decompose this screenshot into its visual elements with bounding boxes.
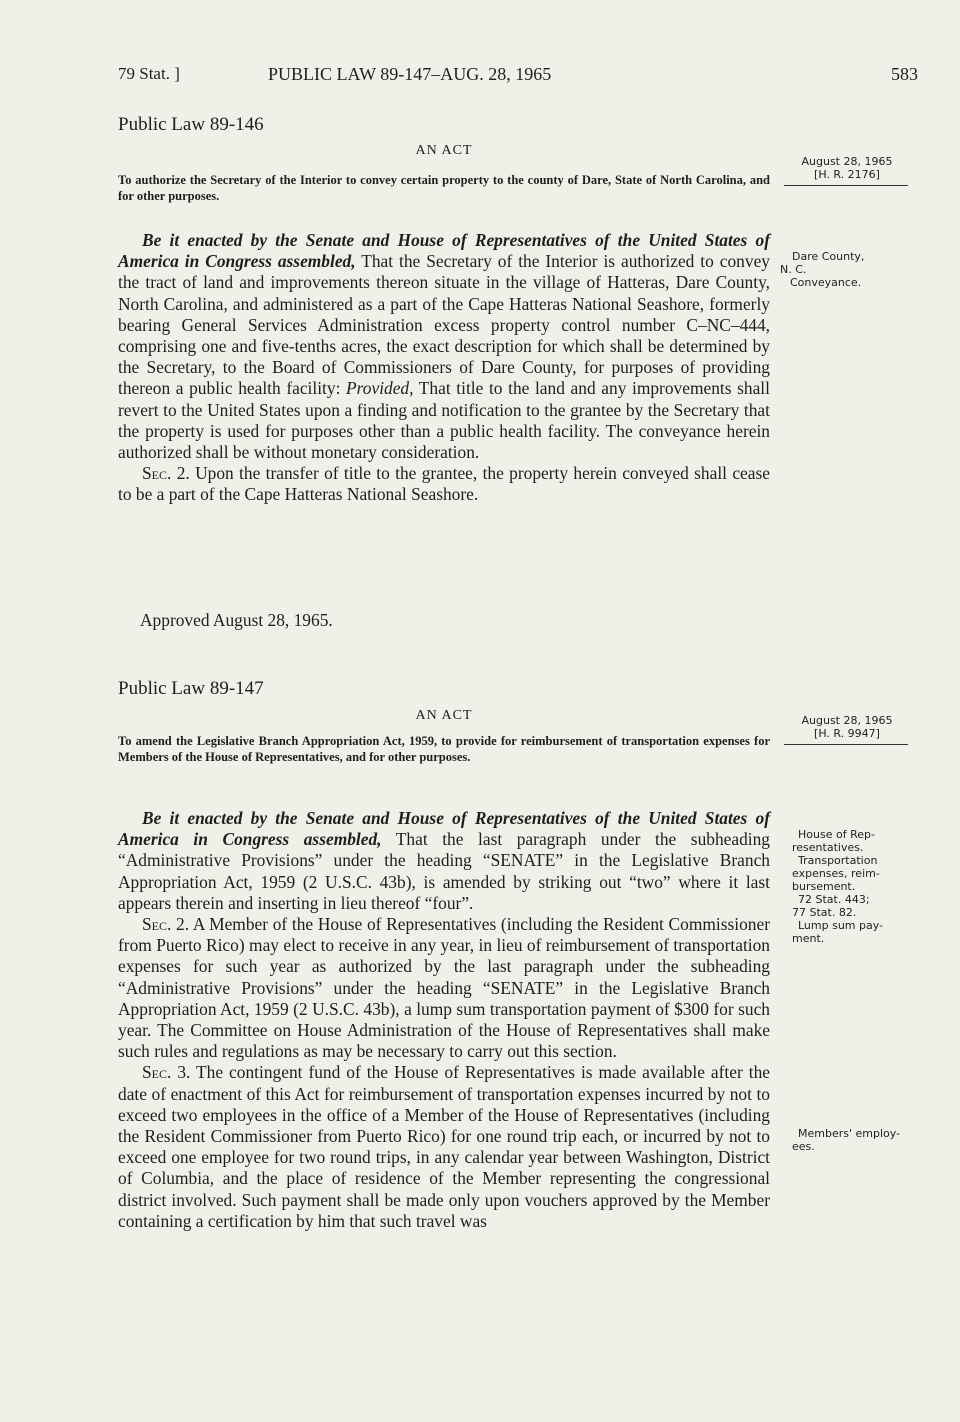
- section-2-label: Sec. 2.: [142, 463, 190, 484]
- act-caption: AN ACT: [415, 708, 473, 723]
- margin-date: August 28, 1965: [801, 714, 893, 727]
- margin-rule: [784, 185, 908, 186]
- margin-bill-number: [H. R. 2176]: [814, 168, 880, 181]
- margin-rule: [784, 744, 908, 745]
- enacting-clause: Be it enacted by the Senate and House of Representatives of the United States of America in Congress assembled,: [118, 808, 770, 850]
- law2-body: [118, 808, 770, 1232]
- section-2-text: A Member of the House of Representatives (including the Resident Commissioner from Puerto Rico) may elect to receive in any year, in lieu of reimbursement of transportation expenses for such year as authorized by the last paragraph under the subheading “Administrative Provisions” under the heading “SENATE” in the Legislative Branch Appropriation Act, 1959 (2 U.S.C. 43b), a lump sum transportation payment of $300 for such year. The Committee on House Administration of the House of Representatives shall make such rules and regulations as may be necessary to carry out this section.: [118, 914, 771, 1062]
- section-2: [118, 914, 770, 1062]
- section-3-label: Sec. 3.: [142, 1062, 191, 1083]
- margin-note-employees: Members' employ- ees.: [792, 1127, 901, 1153]
- margin-bill-number: [H. R. 9947]: [814, 727, 880, 740]
- section-1-proviso: That title to the land and any improvements shall revert to the United States upon a finding and notification to the grantee by the Secretary that the property is used for purposes other than a public health facility. The conveyance herein authorized shall be without monetary consideration.: [118, 378, 770, 463]
- section-1-text: That the last paragraph under the subheading “Administrative Provisions” under the heading “SENATE” in the Legislative Branch Appropriation Act, 1959 (2 U.S.C. 43b), is amended by striking out “two” where it last appears therein and inserting in lieu thereof “four”.: [118, 829, 771, 913]
- margin-date: August 28, 1965: [801, 155, 893, 168]
- margin-date-reference: [786, 714, 908, 745]
- law-heading-89-146: Public Law 89-146: [118, 114, 264, 135]
- act-purpose: To amend the Legislative Branch Appropriation Act, 1959, to provide for reimbursement of transportation expenses for Members of the House of Representatives, and for other purposes.: [118, 734, 770, 764]
- proviso-word: Provided,: [346, 378, 414, 399]
- approval-date: Approved August 28, 1965.: [140, 610, 333, 630]
- enacting-clause: Be it enacted by the Senate and House of Representatives of the United States of America in Congress assembled,: [118, 230, 770, 272]
- section-1: [118, 808, 770, 914]
- law1-body: [118, 230, 770, 506]
- section-1: [118, 230, 770, 463]
- law-heading-89-147: Public Law 89-147: [118, 678, 264, 699]
- section-2-label: Sec. 2.: [142, 914, 190, 935]
- section-2-text: Upon the transfer of title to the grantee, the property herein conveyed shall cease to be a part of the Cape Hatteras National Seashore.: [118, 463, 770, 505]
- act-purpose: To authorize the Secretary of the Interior to convey certain property to the county of Dare, State of North Carolina, and for other purposes.: [118, 173, 770, 203]
- section-3-text: The contingent fund of the House of Representatives is made available after the date of enactment of this Act for reimbursement of transportation expenses incurred by not to exceed two employees in the office of a Member of the House of Representatives (including the Resident Commissioner from Puerto Rico) for one round trip each, or incurred by not to exceed one employee for two round trips, in any calendar year between Washington, District of Columbia, and the place of residence of the Member representing the congressional district involved. Such payment shall be made only upon vouchers approved by the Member containing a certification by him that such travel was: [118, 1062, 770, 1231]
- running-title: PUBLIC LAW 89-147–AUG. 28, 1965: [268, 64, 552, 84]
- margin-date-reference: [786, 155, 908, 186]
- act-caption: AN ACT: [415, 143, 473, 158]
- volume-reference: 79 Stat. ]: [118, 64, 180, 83]
- margin-note-dare-county: Dare County, N. C. Conveyance.: [780, 250, 865, 289]
- section-2: [118, 463, 770, 505]
- section-3: [118, 1062, 770, 1232]
- section-1-text: That the Secretary of the Interior is authorized to convey the tract of land and improvements thereon situate in the village of Hatteras, Dare County, North Carolina, and administered as a part of the Cape Hatteras National Seashore, formerly bearing General Services Administration excess property control number C–NC–444, comprising one and five-tenths acres, the exact description for which shall be determined by the Secretary, to the Board of Commissioners of Dare County, for purposes of providing thereon a public health facility:: [118, 251, 770, 399]
- margin-note-house: House of Rep- resentatives. Transportation expenses, reim- bursement. 72 Stat. 443; 77 Stat. 82. Lump sum pay- ment.: [792, 828, 884, 945]
- running-head: [118, 64, 918, 88]
- page-number: 583: [891, 64, 918, 84]
